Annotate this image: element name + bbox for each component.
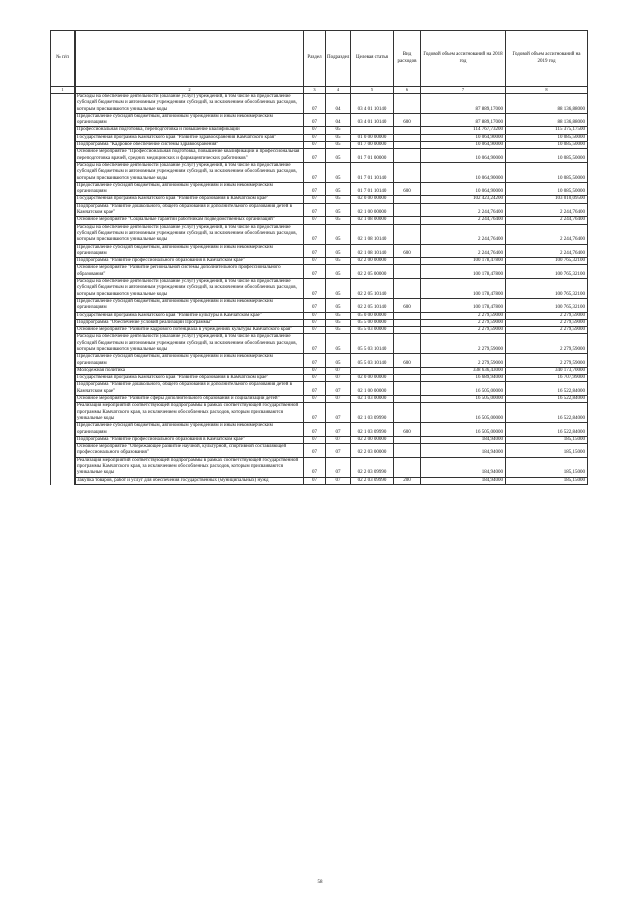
row-target-article: 02 1 03 09990 bbox=[351, 423, 394, 437]
row-amount-2018: 87 889,17000 bbox=[421, 113, 506, 127]
index-cell: 6 bbox=[394, 87, 421, 94]
row-expense-type bbox=[394, 258, 421, 265]
table-row bbox=[76, 354, 588, 368]
row-name: Расходы на обеспечение деятельности (оказание услуг) учреждений, в том числе на предоставление субсидий бюджетным и автономным учреждениям субсидий, за исключением обособленных расходов, которым присваиваются уникальные коды bbox=[76, 224, 304, 244]
row-amount-2018: 184,94000 bbox=[421, 436, 506, 443]
row-amount-2019: 100 765,32100 bbox=[506, 279, 588, 299]
row-amount-2018: 16 689,94000 bbox=[421, 375, 506, 382]
row-name: Закупка товаров, работ и услуг для обеспечения государственных (муниципальных) нужд bbox=[76, 477, 304, 484]
row-podrazdel: 05 bbox=[326, 224, 351, 244]
row-razdel: 07 bbox=[304, 312, 326, 319]
row-podrazdel: 05 bbox=[326, 203, 351, 217]
row-target-article: 01 7 01 00000 bbox=[351, 149, 394, 163]
row-razdel: 07 bbox=[304, 244, 326, 258]
row-podrazdel: 07 bbox=[326, 396, 351, 403]
row-name: Основное мероприятие "Развитие сферы дополнительного образования и социализации детей" bbox=[76, 396, 304, 403]
row-target-article: 05 5 00 00000 bbox=[351, 319, 394, 326]
header-vid: Вид расходов bbox=[394, 31, 421, 87]
row-amount-2019: 2 279,59000 bbox=[506, 319, 588, 326]
row-podrazdel: 05 bbox=[326, 279, 351, 299]
row-target-article: 02 1 00 00000 bbox=[351, 382, 394, 396]
table-row bbox=[76, 403, 588, 423]
row-name: Предоставление субсидий бюджетным, автономным учреждениям и иным некоммерческим организациям bbox=[76, 354, 304, 368]
row-razdel: 07 bbox=[304, 142, 326, 149]
row-amount-2019: 185,15000 bbox=[506, 457, 588, 477]
row-amount-2019: 16 522,84000 bbox=[506, 382, 588, 396]
row-name: Реализация мероприятий соответствующей подпрограммы в рамках соответствующей государственной программы Камчатского края, за исключением обособленных расходов, которым присваиваются уникальные коды bbox=[76, 403, 304, 423]
row-target-article: 02 2 00 00000 bbox=[351, 436, 394, 443]
row-name: Подпрограмма "Развитие дошкольного, общего образования и дополнительного образования детей в Камчатском крае" bbox=[76, 203, 304, 217]
row-podrazdel: 07 bbox=[326, 477, 351, 484]
table-row bbox=[76, 149, 588, 163]
row-target-article: 05 5 03 10140 bbox=[351, 354, 394, 368]
row-podrazdel: 07 bbox=[326, 444, 351, 458]
header-2019: Годовой объем ассигнований на 2019 год bbox=[506, 31, 588, 87]
row-amount-2019: 10 085,50000 bbox=[506, 142, 588, 149]
index-cell: 1 bbox=[51, 87, 75, 94]
row-expense-type bbox=[394, 162, 421, 182]
row-expense-type: 600 bbox=[394, 244, 421, 258]
row-razdel: 07 bbox=[304, 444, 326, 458]
row-target-article: 02 2 05 10140 bbox=[351, 298, 394, 312]
row-podrazdel: 05 bbox=[326, 127, 351, 134]
table-row bbox=[76, 279, 588, 299]
row-name: Государственная программа Камчатского края "Развитие здравоохранения Камчатского края" bbox=[76, 134, 304, 141]
row-podrazdel: 05 bbox=[326, 134, 351, 141]
row-target-article bbox=[351, 367, 394, 374]
row-razdel: 07 bbox=[304, 327, 326, 334]
table-body bbox=[76, 94, 588, 485]
row-amount-2019: 2 279,59000 bbox=[506, 334, 588, 354]
row-name: Расходы на обеспечение деятельности (оказание услуг) учреждений, в том числе на предоставление субсидий бюджетным и автономным учреждениям субсидий, за исключением обособленных расходов, которым присваиваются уникальные коды bbox=[76, 334, 304, 354]
row-amount-2019: 103 010,09500 bbox=[506, 196, 588, 203]
table-row bbox=[76, 319, 588, 326]
table-row bbox=[76, 113, 588, 127]
row-podrazdel: 05 bbox=[326, 312, 351, 319]
row-razdel: 07 bbox=[304, 217, 326, 224]
row-podrazdel: 04 bbox=[326, 113, 351, 127]
row-target-article: 01 7 00 00000 bbox=[351, 142, 394, 149]
row-expense-type bbox=[394, 149, 421, 163]
row-amount-2019: 2 279,59000 bbox=[506, 312, 588, 319]
row-amount-2018: 87 889,17000 bbox=[421, 94, 506, 114]
number-column-body bbox=[51, 94, 75, 485]
table-row bbox=[76, 134, 588, 141]
row-razdel: 07 bbox=[304, 382, 326, 396]
row-amount-2019: 16 522,84000 bbox=[506, 396, 588, 403]
row-amount-2018: 114 767,73200 bbox=[421, 127, 506, 134]
header-razdel: Раздел bbox=[304, 31, 326, 87]
row-podrazdel: 05 bbox=[326, 258, 351, 265]
row-name: Основное мероприятие "Развитие региональной системы дополнительного профессионального образования" bbox=[76, 265, 304, 279]
row-target-article: 05 5 03 10140 bbox=[351, 334, 394, 354]
row-amount-2019: 2 244,76400 bbox=[506, 217, 588, 224]
table-row bbox=[76, 436, 588, 443]
row-amount-2018: 10 064,90000 bbox=[421, 149, 506, 163]
header-number: № п/п bbox=[51, 31, 75, 87]
row-target-article: 02 2 05 00000 bbox=[351, 265, 394, 279]
row-podrazdel: 07 bbox=[326, 423, 351, 437]
table-row bbox=[76, 265, 588, 279]
column-index-row bbox=[76, 87, 588, 94]
row-amount-2018: 100 178,47800 bbox=[421, 265, 506, 279]
header-target: Целевая статья bbox=[351, 31, 394, 87]
row-podrazdel: 07 bbox=[326, 436, 351, 443]
table-row bbox=[76, 477, 588, 484]
table-row bbox=[76, 94, 588, 114]
row-podrazdel: 05 bbox=[326, 182, 351, 196]
row-podrazdel: 07 bbox=[326, 457, 351, 477]
row-podrazdel: 05 bbox=[326, 319, 351, 326]
row-amount-2019: 100 765,32100 bbox=[506, 298, 588, 312]
table-row bbox=[76, 298, 588, 312]
row-razdel: 07 bbox=[304, 367, 326, 374]
row-expense-type bbox=[394, 319, 421, 326]
row-amount-2018: 16 505,00000 bbox=[421, 423, 506, 437]
row-target-article: 02 0 00 00000 bbox=[351, 196, 394, 203]
header-2018: Годовой объем ассигнований на 2018 год bbox=[421, 31, 506, 87]
row-razdel: 07 bbox=[304, 354, 326, 368]
row-razdel: 07 bbox=[304, 203, 326, 217]
index-cell: 2 bbox=[76, 87, 304, 94]
row-razdel: 07 bbox=[304, 182, 326, 196]
row-target-article: 02 2 03 00000 bbox=[351, 444, 394, 458]
row-target-article: 03 4 01 10140 bbox=[351, 94, 394, 114]
row-amount-2019: 115 375,17500 bbox=[506, 127, 588, 134]
table-row bbox=[76, 244, 588, 258]
table-row bbox=[76, 196, 588, 203]
row-target-article: 02 1 08 10140 bbox=[351, 224, 394, 244]
header-name bbox=[76, 31, 304, 87]
table-row bbox=[76, 396, 588, 403]
row-expense-type bbox=[394, 127, 421, 134]
row-amount-2019: 185,15000 bbox=[506, 444, 588, 458]
row-amount-2019: 10 085,50000 bbox=[506, 182, 588, 196]
row-expense-type: 600 bbox=[394, 182, 421, 196]
row-podrazdel: 05 bbox=[326, 217, 351, 224]
row-name: Подпрограмма "Обеспечение условий реализации Программы" bbox=[76, 319, 304, 326]
row-expense-type bbox=[394, 403, 421, 423]
row-razdel: 07 bbox=[304, 258, 326, 265]
row-razdel: 07 bbox=[304, 396, 326, 403]
row-expense-type bbox=[394, 444, 421, 458]
row-expense-type: 600 bbox=[394, 113, 421, 127]
row-amount-2018: 184,94000 bbox=[421, 477, 506, 484]
row-amount-2019: 100 765,32100 bbox=[506, 258, 588, 265]
table-header bbox=[76, 31, 588, 94]
row-name: Предоставление субсидий бюджетным, автономным учреждениям и иным некоммерческим организациям bbox=[76, 244, 304, 258]
number-column bbox=[50, 30, 75, 485]
row-amount-2019: 88 136,88000 bbox=[506, 113, 588, 127]
row-amount-2018: 2 279,59000 bbox=[421, 354, 506, 368]
row-amount-2019: 10 085,50000 bbox=[506, 162, 588, 182]
row-amount-2019: 16 707,99000 bbox=[506, 375, 588, 382]
row-name: Расходы на обеспечение деятельности (оказание услуг) учреждений, в том числе на предоставление субсидий бюджетным и автономным учреждениям субсидий, за исключением обособленных расходов, которым присваиваются уникальные коды bbox=[76, 94, 304, 114]
row-podrazdel: 05 bbox=[326, 298, 351, 312]
row-razdel: 07 bbox=[304, 375, 326, 382]
row-amount-2019: 185,15000 bbox=[506, 436, 588, 443]
row-expense-type bbox=[394, 134, 421, 141]
row-target-article: 05 5 03 00000 bbox=[351, 327, 394, 334]
row-amount-2018: 2 279,59000 bbox=[421, 319, 506, 326]
row-expense-type: 600 bbox=[394, 423, 421, 437]
row-amount-2019: 185,15000 bbox=[506, 477, 588, 484]
row-expense-type bbox=[394, 203, 421, 217]
row-name: Расходы на обеспечение деятельности (оказание услуг) учреждений, в том числе на предоставление субсидий бюджетным и автономным учреждениям субсидий, за исключением обособленных расходов, которым присваиваются уникальные коды bbox=[76, 162, 304, 182]
row-name: Расходы на обеспечение деятельности (оказание услуг) учреждений, в том числе на предоставление субсидий бюджетным и автономным учреждениям субсидий, за исключением обособленных расходов, которым присваиваются уникальные коды bbox=[76, 279, 304, 299]
row-name: Предоставление субсидий бюджетным, автономным учреждениям и иным некоммерческим организациям bbox=[76, 298, 304, 312]
row-podrazdel: 04 bbox=[326, 94, 351, 114]
row-amount-2018: 102 423,24200 bbox=[421, 196, 506, 203]
row-expense-type: 600 bbox=[394, 298, 421, 312]
row-amount-2018: 16 505,00000 bbox=[421, 396, 506, 403]
row-name: Предоставление субсидий бюджетным, автономным учреждениям и иным некоммерческим организациям bbox=[76, 423, 304, 437]
row-expense-type: 600 bbox=[394, 354, 421, 368]
row-name: Предоставление субсидий бюджетным, автономным учреждениям и иным некоммерческим организациям bbox=[76, 113, 304, 127]
row-podrazdel: 05 bbox=[326, 142, 351, 149]
row-amount-2018: 2 244,76400 bbox=[421, 217, 506, 224]
row-expense-type bbox=[394, 375, 421, 382]
row-target-article: 02 2 00 00000 bbox=[351, 258, 394, 265]
row-amount-2019: 88 136,88000 bbox=[506, 94, 588, 114]
row-expense-type bbox=[394, 217, 421, 224]
row-podrazdel: 07 bbox=[326, 367, 351, 374]
row-target-article: 02 2 03 09990 bbox=[351, 457, 394, 477]
row-podrazdel: 05 bbox=[326, 334, 351, 354]
table-row bbox=[76, 162, 588, 182]
row-razdel: 07 bbox=[304, 134, 326, 141]
row-amount-2018: 2 279,59000 bbox=[421, 334, 506, 354]
table-row bbox=[76, 203, 588, 217]
row-razdel: 07 bbox=[304, 423, 326, 437]
row-amount-2019: 340 173,70000 bbox=[506, 367, 588, 374]
budget-table bbox=[75, 30, 588, 485]
row-amount-2018: 2 244,76400 bbox=[421, 203, 506, 217]
row-target-article: 02 1 08 10140 bbox=[351, 244, 394, 258]
row-razdel: 07 bbox=[304, 127, 326, 134]
table-row bbox=[76, 312, 588, 319]
row-podrazdel: 07 bbox=[326, 403, 351, 423]
table-row bbox=[76, 258, 588, 265]
table-row bbox=[76, 367, 588, 374]
row-target-article: 02 2 03 09990 bbox=[351, 477, 394, 484]
row-target-article: 03 4 01 10140 bbox=[351, 113, 394, 127]
row-amount-2019: 100 765,32100 bbox=[506, 265, 588, 279]
row-amount-2019: 2 244,76400 bbox=[506, 203, 588, 217]
table-row bbox=[76, 182, 588, 196]
row-expense-type bbox=[394, 334, 421, 354]
row-amount-2018: 10 064,90000 bbox=[421, 182, 506, 196]
row-podrazdel: 05 bbox=[326, 244, 351, 258]
row-razdel: 07 bbox=[304, 477, 326, 484]
row-target-article: 05 0 00 00000 bbox=[351, 312, 394, 319]
row-name: Подпрограмма "Развитие дошкольного, общего образования и дополнительного образования детей в Камчатском крае" bbox=[76, 382, 304, 396]
table-row bbox=[76, 457, 588, 477]
row-expense-type bbox=[394, 265, 421, 279]
row-name: Государственная программа Камчатского края "Развитие культуры в Камчатском крае" bbox=[76, 312, 304, 319]
row-amount-2018: 2 279,59000 bbox=[421, 327, 506, 334]
row-expense-type bbox=[394, 327, 421, 334]
row-razdel: 07 bbox=[304, 162, 326, 182]
row-name: Основное мероприятие "Социальные гарантии работникам подведомственных организаций" bbox=[76, 217, 304, 224]
table-row bbox=[76, 334, 588, 354]
row-amount-2019: 2 244,76400 bbox=[506, 244, 588, 258]
row-amount-2018: 16 505,00000 bbox=[421, 382, 506, 396]
row-amount-2019: 16 522,84000 bbox=[506, 423, 588, 437]
row-amount-2019: 2 279,59000 bbox=[506, 327, 588, 334]
row-amount-2019: 2 279,59000 bbox=[506, 354, 588, 368]
row-podrazdel: 05 bbox=[326, 196, 351, 203]
table-row bbox=[76, 375, 588, 382]
row-amount-2018: 184,94000 bbox=[421, 444, 506, 458]
row-amount-2018: 338 636,43000 bbox=[421, 367, 506, 374]
row-razdel: 07 bbox=[304, 436, 326, 443]
row-razdel: 07 bbox=[304, 457, 326, 477]
row-target-article: 01 0 00 00000 bbox=[351, 134, 394, 141]
row-razdel: 07 bbox=[304, 196, 326, 203]
index-cell: 7 bbox=[421, 87, 506, 94]
row-expense-type bbox=[394, 312, 421, 319]
row-podrazdel: 05 bbox=[326, 162, 351, 182]
row-amount-2019: 16 522,84000 bbox=[506, 403, 588, 423]
row-expense-type bbox=[394, 436, 421, 443]
table-row bbox=[76, 444, 588, 458]
row-amount-2018: 10 064,90000 bbox=[421, 134, 506, 141]
row-podrazdel: 07 bbox=[326, 382, 351, 396]
row-podrazdel: 05 bbox=[326, 149, 351, 163]
row-name: Основное мероприятие "Опережающее развитие научной, культурной, спортивной составляющей профессионального образования" bbox=[76, 444, 304, 458]
row-razdel: 07 bbox=[304, 149, 326, 163]
row-name: Подпрограмма "Кадровое обеспечение системы здравоохранения" bbox=[76, 142, 304, 149]
row-razdel: 07 bbox=[304, 265, 326, 279]
row-name: Профессиональная подготовка, переподготовка и повышение квалификации bbox=[76, 127, 304, 134]
row-name: Подпрограмма "Развитие профессионального образования в Камчатском крае" bbox=[76, 436, 304, 443]
row-amount-2019: 2 244,76400 bbox=[506, 224, 588, 244]
row-target-article: 02 2 05 10140 bbox=[351, 279, 394, 299]
row-target-article bbox=[351, 127, 394, 134]
row-amount-2018: 10 064,90000 bbox=[421, 162, 506, 182]
row-podrazdel: 05 bbox=[326, 265, 351, 279]
header-row bbox=[76, 31, 588, 87]
row-name: Предоставление субсидий бюджетным, автономным учреждениям и иным некоммерческим организациям bbox=[76, 182, 304, 196]
row-amount-2018: 100 178,47800 bbox=[421, 258, 506, 265]
table-row bbox=[76, 217, 588, 224]
row-amount-2019: 10 085,50000 bbox=[506, 149, 588, 163]
row-podrazdel: 05 bbox=[326, 354, 351, 368]
row-razdel: 07 bbox=[304, 113, 326, 127]
row-target-article: 02 0 00 00000 bbox=[351, 375, 394, 382]
row-expense-type bbox=[394, 457, 421, 477]
row-razdel: 07 bbox=[304, 403, 326, 423]
row-amount-2018: 10 064,90000 bbox=[421, 142, 506, 149]
row-expense-type bbox=[394, 196, 421, 203]
row-amount-2018: 16 505,00000 bbox=[421, 403, 506, 423]
row-razdel: 07 bbox=[304, 298, 326, 312]
page-number: 58 bbox=[317, 880, 323, 885]
table-row bbox=[76, 382, 588, 396]
row-expense-type bbox=[394, 367, 421, 374]
row-amount-2018: 184,94000 bbox=[421, 457, 506, 477]
row-expense-type bbox=[394, 279, 421, 299]
row-amount-2018: 2 244,76400 bbox=[421, 244, 506, 258]
row-target-article: 01 7 01 10140 bbox=[351, 182, 394, 196]
row-amount-2018: 2 279,59000 bbox=[421, 312, 506, 319]
header-podrazdel: Подраздел bbox=[326, 31, 351, 87]
row-target-article: 02 1 08 00000 bbox=[351, 217, 394, 224]
row-razdel: 07 bbox=[304, 319, 326, 326]
row-amount-2019: 10 085,50000 bbox=[506, 134, 588, 141]
row-name: Государственная программа Камчатского края "Развитие образования в Камчатском крае" bbox=[76, 375, 304, 382]
row-expense-type bbox=[394, 396, 421, 403]
row-expense-type bbox=[394, 382, 421, 396]
row-podrazdel: 05 bbox=[326, 327, 351, 334]
row-name: Подпрограмма "Развитие профессионального образования в Камчатском крае" bbox=[76, 258, 304, 265]
index-cell: 5 bbox=[351, 87, 394, 94]
table-row bbox=[76, 127, 588, 134]
table-row bbox=[76, 224, 588, 244]
row-podrazdel: 07 bbox=[326, 375, 351, 382]
row-razdel: 07 bbox=[304, 94, 326, 114]
row-razdel: 07 bbox=[304, 224, 326, 244]
row-name: Реализация мероприятий соответствующей подпрограммы в рамках соответствующей государственной программы Камчатского края, за исключением обособленных расходов, которым присваиваются уникальные коды bbox=[76, 457, 304, 477]
table-row bbox=[76, 327, 588, 334]
row-name: Молодежная политика bbox=[76, 367, 304, 374]
row-amount-2018: 100 178,47800 bbox=[421, 298, 506, 312]
row-target-article: 02 1 03 00000 bbox=[351, 396, 394, 403]
row-target-article: 02 1 00 00000 bbox=[351, 203, 394, 217]
row-amount-2018: 2 244,76400 bbox=[421, 224, 506, 244]
index-cell: 3 bbox=[304, 87, 326, 94]
row-target-article: 02 1 03 09990 bbox=[351, 403, 394, 423]
row-expense-type bbox=[394, 224, 421, 244]
row-name: Основное мероприятие "Развитие кадрового потенциала в учреждениях культуры Камчатского края" bbox=[76, 327, 304, 334]
row-expense-type bbox=[394, 94, 421, 114]
row-target-article: 01 7 01 10140 bbox=[351, 162, 394, 182]
table-row bbox=[76, 423, 588, 437]
row-name: Основное мероприятие "Профессиональная подготовка, повышение квалификации и профессиональная переподготовка врачей, средних медицинских и фармацевтических работников" bbox=[76, 149, 304, 163]
row-expense-type: 200 bbox=[394, 477, 421, 484]
row-expense-type bbox=[394, 142, 421, 149]
row-name: Государственная программа Камчатского края "Развитие образования в Камчатском крае" bbox=[76, 196, 304, 203]
row-razdel: 07 bbox=[304, 279, 326, 299]
row-amount-2018: 100 178,47800 bbox=[421, 279, 506, 299]
row-razdel: 07 bbox=[304, 334, 326, 354]
index-cell: 8 bbox=[506, 87, 588, 94]
index-cell: 4 bbox=[326, 87, 351, 94]
table-row bbox=[76, 142, 588, 149]
